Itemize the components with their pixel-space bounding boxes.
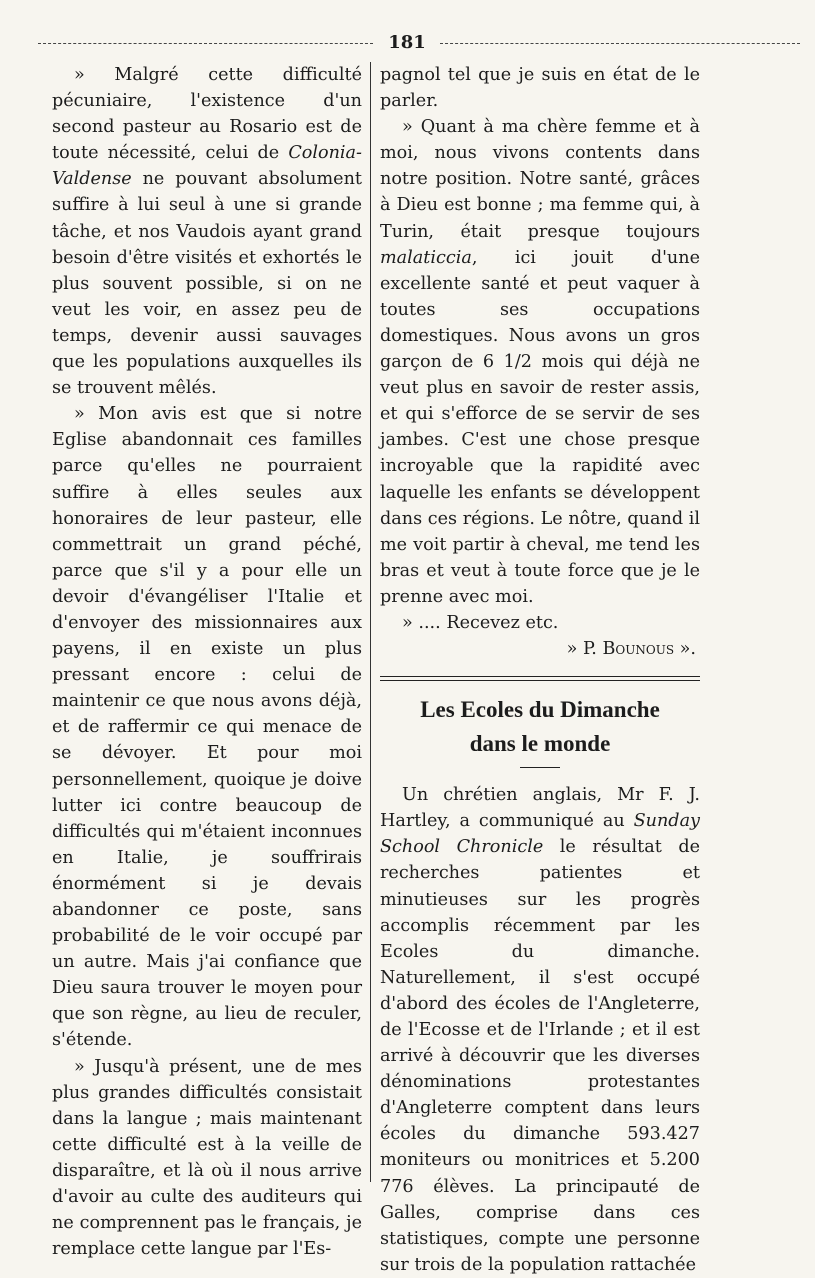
page-header — [38, 32, 800, 56]
title-underline — [520, 767, 560, 768]
right-paragraph-2 — [380, 114, 700, 610]
left-paragraph-3: » Jusqu'à présent, une de mes plus grandes difficultés consistait dans la langue ; mais maintenant cette difficulté est à la veille de disparaître, et là où il nous arrive d'avoir au culte des auditeurs qui ne comprennent pas le français, je remplace cette langue par l'Es- — [52, 1056, 362, 1260]
column-divider — [370, 62, 371, 1182]
left-paragraph-1-text: » Malgré cette difficulté pécuniaire, l'existence d'un second pasteur au Rosario est de toute nécessité, celui de — [52, 65, 362, 164]
right-column — [380, 62, 700, 1278]
right-paragraph-1: pagnol tel que je suis en état de le parler. — [380, 65, 700, 112]
signature: » P. Bounous ». — [566, 639, 696, 660]
section-body-part-2: le résultat de recherches patientes et minutieuses sur les progrès accomplis récemment par les Ecoles du dimanche. Naturellement, il s'est occupé d'abord des écoles de l'Angleterre, de l'Ecosse et de l'Irlande ; et il est arrivé à découvrir que les diverses dénominations protestantes d'Angleterre comptent dans leurs écoles du dimanche 593.427 moniteurs ou monitrices et 5.200 776 élèves. La principauté de Galles, comprise dans ces statistiques, compte une personne sur trois de la population rattachée — [380, 837, 701, 1275]
section-title-line-2: dans le monde — [469, 731, 611, 757]
left-paragraph-1 — [52, 62, 362, 401]
left-paragraph-2: » Mon avis est que si notre Eglise abandonnait ces familles parce qu'elles ne pourraient suffire à elles seules aux honoraires de leur pasteur, elle commettrait un grand péché, parce que s'il y a pour elle un devoir d'évangéliser l'Italie et d'envoyer des missionnaires aux payens, il en existe un plus pressant encore : celui de maintenir ce que nous avons déjà, et de raffermir ce qui menace de se dévoyer. Et pour moi personnellement, quoique je doive lutter ici contre beaucoup de difficultés qui m'étaient inconnues en Italie, je souffrirais énormément si je devais abandonner ce poste, sans probabilité de le voir occupé par un autre. Mais j'ai confiance que Dieu saura trouver le moyen pour que son règne, au lieu de reculer, s'étende. — [52, 404, 362, 1051]
journal-title: Sunday School Chronicle — [380, 811, 700, 858]
section-body-part-1: Un chrétien anglais, Mr F. J. Hartley, a communiqué au — [380, 785, 700, 832]
section-body — [380, 782, 700, 1278]
section-separator — [380, 676, 700, 681]
right-paragraph-2-text: » Quant à ma chère femme et à moi, nous vivons contents dans notre position. Notre santé, grâces à Dieu est bonne ; ma femme qui, à Turin, était presque toujours — [380, 117, 700, 242]
left-paragraph-1-cont: ne pouvant absolument suffire à lui seul à une si grande tâche, et nos Vaudois ayant grand besoin d'être visités et exhortés le plus souvent possible, si on ne veut les voir, en assez peu de temps, devenir aussi sauvages que les populations auxquelles ils se trouvent mêlés. — [52, 169, 362, 399]
right-paragraph-3: » .... Recevez etc. — [402, 612, 559, 633]
page-number: 181 — [388, 32, 426, 53]
colonia-valdense-italic: Colonia-Valdense — [52, 143, 362, 190]
malaticcia-italic: malaticcia — [380, 247, 472, 268]
right-paragraph-2-cont: , ici jouit d'une excellente santé et peut vaquer à toutes ses occupations domestiques. Nous avons un gros garçon de 6 1/2 mois qui déjà ne veut plus en savoir de rester assis, et qui s'efforce de se servir de ses jambes. C'est une chose presque incroyable que la rapidité avec laquelle les enfants se développent dans ces régions. Le nôtre, quand il me voit partir à cheval, me tend les bras et veut à toute force que je le prenne avec moi. — [380, 247, 700, 607]
header-rule-left — [38, 43, 373, 44]
header-rule-right — [440, 43, 800, 44]
left-column — [52, 62, 362, 1262]
section-title-line-1: Les Ecoles du Dimanche — [420, 697, 660, 723]
